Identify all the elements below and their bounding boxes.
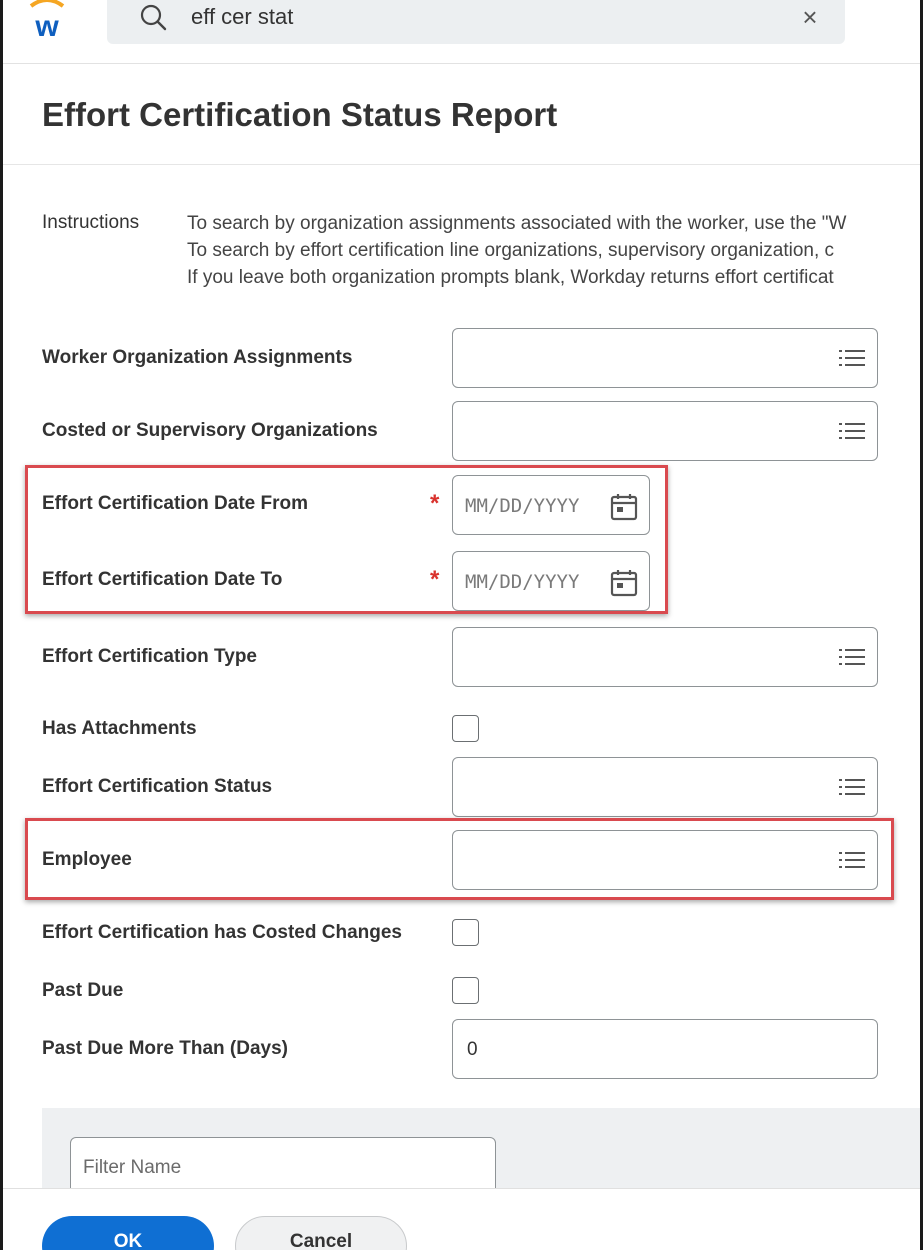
prompt-list-icon[interactable] <box>839 645 865 669</box>
required-asterisk: * <box>430 566 440 593</box>
worker-org-label: Worker Organization Assignments <box>42 347 353 368</box>
prompt-list-icon[interactable] <box>839 419 865 443</box>
date-from-input[interactable] <box>452 475 650 535</box>
cancel-button[interactable]: Cancel <box>235 1216 407 1250</box>
employee-label: Employee <box>42 849 132 870</box>
search-bar[interactable] <box>107 0 845 44</box>
required-asterisk: * <box>430 490 440 517</box>
workday-logo[interactable] <box>25 0 69 44</box>
costed-org-label: Costed or Supervisory Organizations <box>42 420 378 441</box>
ok-button[interactable]: OK <box>42 1216 214 1250</box>
search-icon <box>139 3 169 33</box>
prompt-list-icon[interactable] <box>839 346 865 370</box>
svg-text:w: w <box>35 10 59 43</box>
past-due-days-value: 0 <box>467 1039 478 1060</box>
instructions-line: If you leave both organization prompts blank, Workday returns effort certificat <box>187 267 834 288</box>
past-due-checkbox[interactable] <box>452 977 479 1004</box>
instructions-text <box>187 210 920 291</box>
has-attachments-checkbox[interactable] <box>452 715 479 742</box>
employee-input[interactable] <box>452 830 878 890</box>
date-placeholder: MM/DD/YYYY <box>465 495 580 517</box>
worker-org-input[interactable] <box>452 328 878 388</box>
cert-status-input[interactable] <box>452 757 878 817</box>
date-to-label: Effort Certification Date To <box>42 569 283 590</box>
past-due-days-input[interactable] <box>452 1019 878 1079</box>
title-divider <box>3 164 920 165</box>
top-bar <box>3 0 920 64</box>
cert-type-label: Effort Certification Type <box>42 646 257 667</box>
page-title: Effort Certification Status Report <box>42 96 558 133</box>
cert-type-input[interactable] <box>452 627 878 687</box>
instructions-line: To search by organization assignments associated with the worker, use the "W <box>187 213 847 234</box>
calendar-icon[interactable] <box>610 493 638 521</box>
calendar-icon[interactable] <box>610 569 638 597</box>
instructions-line: To search by effort certification line organizations, supervisory organization, c <box>187 240 835 261</box>
instructions-label: Instructions <box>42 212 140 233</box>
date-to-input[interactable] <box>452 551 650 611</box>
costed-changes-label: Effort Certification has Costed Changes <box>42 922 402 943</box>
search-input[interactable]: eff cer stat <box>191 4 294 29</box>
filter-name-placeholder: Filter Name <box>83 1157 182 1178</box>
has-attachments-label: Has Attachments <box>42 718 197 739</box>
costed-org-input[interactable] <box>452 401 878 461</box>
cert-status-label: Effort Certification Status <box>42 776 273 797</box>
date-from-label: Effort Certification Date From <box>42 493 309 514</box>
costed-changes-checkbox[interactable] <box>452 919 479 946</box>
date-placeholder: MM/DD/YYYY <box>465 571 580 593</box>
past-due-days-label: Past Due More Than (Days) <box>42 1038 288 1059</box>
prompt-list-icon[interactable] <box>839 775 865 799</box>
past-due-label: Past Due <box>42 980 124 1001</box>
clear-search-icon[interactable]: × <box>802 2 818 32</box>
prompt-list-icon[interactable] <box>839 848 865 872</box>
